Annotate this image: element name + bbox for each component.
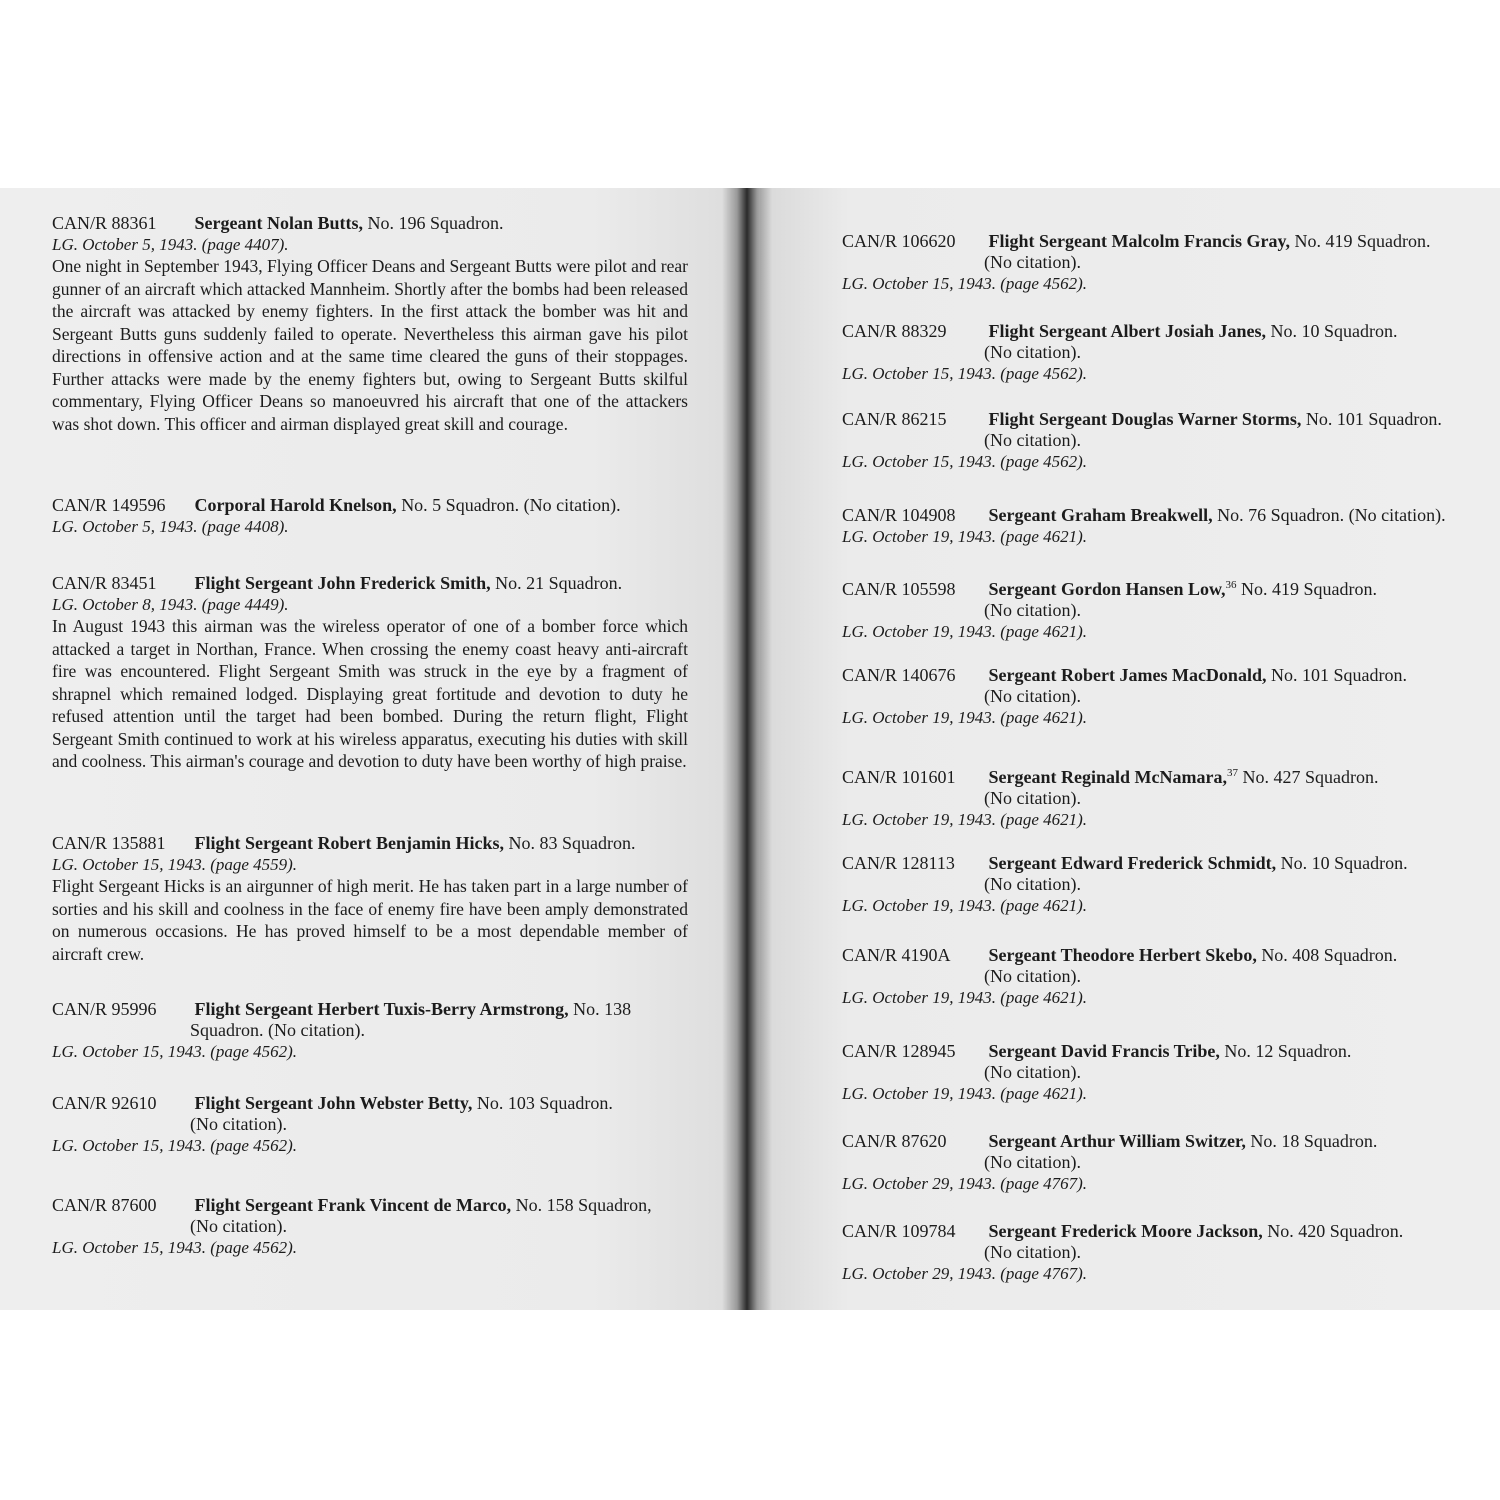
service-number: CAN/R 135881 — [52, 833, 166, 853]
award-entry — [842, 762, 1482, 830]
service-number: CAN/R 128945 — [842, 1041, 956, 1061]
squadron: No. 10 Squadron. — [1280, 853, 1408, 873]
entry-heading — [842, 504, 1482, 526]
award-entry — [52, 494, 688, 537]
squadron: No. 427 Squadron. — [1242, 767, 1379, 787]
entry-heading — [52, 494, 688, 516]
recipient-name: Sergeant Nolan Butts, — [194, 213, 364, 233]
service-number: CAN/R 128113 — [842, 853, 955, 873]
entry-heading — [842, 664, 1482, 686]
award-entry — [52, 212, 688, 435]
service-number: CAN/R 104908 — [842, 505, 956, 525]
recipient-name: Flight Sergeant Albert Josiah Janes, — [988, 321, 1266, 341]
squadron: No. 21 Squadron. — [495, 573, 623, 593]
entry-continuation: (No citation). — [984, 1062, 1081, 1082]
entry-heading — [842, 1220, 1482, 1242]
gazette-reference: LG. October 29, 1943. (page 4767). — [842, 1174, 1088, 1193]
squadron: No. 76 Squadron. (No citation). — [1217, 505, 1446, 525]
award-entry — [842, 664, 1482, 728]
gazette-reference: LG. October 15, 1943. (page 4562). — [842, 364, 1088, 383]
entry-heading — [842, 230, 1482, 252]
gazette-reference: LG. October 15, 1943. (page 4562). — [52, 1136, 298, 1155]
award-entry — [52, 998, 688, 1062]
squadron: No. 138 — [573, 999, 632, 1019]
award-entry — [52, 832, 688, 965]
award-entry — [842, 230, 1482, 294]
award-entry — [842, 1040, 1482, 1104]
award-entry — [52, 572, 688, 773]
service-number: CAN/R 4190A — [842, 945, 951, 965]
entry-continuation: (No citation). — [984, 600, 1081, 620]
entry-heading — [52, 1194, 688, 1216]
entry-heading — [52, 572, 688, 594]
squadron: No. 103 Squadron. — [476, 1093, 613, 1113]
award-entry — [842, 320, 1482, 384]
service-number: CAN/R 88329 — [842, 321, 947, 341]
service-number: CAN/R 106620 — [842, 231, 956, 251]
entry-heading — [842, 944, 1482, 966]
recipient-name: Sergeant Arthur William Switzer, — [988, 1131, 1246, 1151]
citation-text: One night in September 1943, Flying Officer Deans and Sergeant Butts were pilot and rear gunner of an aircraft which attacked Mannheim. Shortly after the bombs had been released the aircraft was attacked by enemy fighters. In the first attack the bomber was hit and Sergeant Butts guns suddenly failed to operate. Nevertheless this airman gave his pilot directions in offensive action and at the same time cleared the guns of their stoppages. Further attacks were made by the enemy fighters but, owing to Sergeant Butts skilful commentary, Flying Officer Deans so manoeuvred his aircraft that one of the attackers was shot down. This officer and airman displayed great skill and courage. — [52, 256, 688, 434]
recipient-name: Sergeant Gordon Hansen Low, — [988, 579, 1226, 599]
citation-text: Flight Sergeant Hicks is an airgunner of high merit. He has taken part in a large number of sorties and his skill and coolness in the face of enemy fire have been amply demonstrated on numerous occasions. He has proved himself to be a most dependable member of aircraft crew. — [52, 876, 688, 964]
squadron: No. 83 Squadron. — [508, 833, 636, 853]
service-number: CAN/R 140676 — [842, 665, 956, 685]
service-number: CAN/R 87600 — [52, 1195, 157, 1215]
gazette-reference: LG. October 19, 1943. (page 4621). — [842, 896, 1088, 915]
entry-continuation: (No citation). — [984, 1242, 1081, 1262]
entry-continuation: (No citation). — [984, 874, 1081, 894]
gazette-reference: LG. October 19, 1943. (page 4621). — [842, 527, 1088, 546]
recipient-name: Sergeant Theodore Herbert Skebo, — [988, 945, 1257, 965]
squadron: No. 158 Squadron, — [515, 1195, 652, 1215]
gazette-reference: LG. October 19, 1943. (page 4621). — [842, 622, 1088, 641]
squadron: No. 408 Squadron. — [1261, 945, 1398, 965]
squadron: No. 5 Squadron. (No citation). — [401, 495, 621, 515]
gazette-reference: LG. October 19, 1943. (page 4621). — [842, 1084, 1088, 1103]
entry-continuation: (No citation). — [984, 788, 1081, 808]
recipient-name: Sergeant David Francis Tribe, — [988, 1041, 1220, 1061]
recipient-name: Flight Sergeant Robert Benjamin Hicks, — [194, 833, 504, 853]
recipient-name: Sergeant Reginald McNamara, — [988, 767, 1227, 787]
entry-heading — [52, 1092, 688, 1114]
service-number: CAN/R 105598 — [842, 579, 956, 599]
gazette-reference: LG. October 19, 1943. (page 4621). — [842, 988, 1088, 1007]
squadron: No. 419 Squadron. — [1241, 579, 1378, 599]
service-number: CAN/R 149596 — [52, 495, 166, 515]
entry-heading — [842, 408, 1482, 430]
gazette-reference: LG. October 15, 1943. (page 4562). — [842, 452, 1088, 471]
entry-heading — [842, 574, 1482, 600]
recipient-name: Flight Sergeant Herbert Tuxis-Berry Armstrong, — [194, 999, 569, 1019]
entry-continuation: (No citation). — [984, 966, 1081, 986]
entry-heading — [842, 762, 1482, 788]
squadron: No. 101 Squadron. — [1305, 409, 1442, 429]
entry-heading — [842, 852, 1482, 874]
gazette-reference: LG. October 5, 1943. (page 4408). — [52, 517, 289, 536]
service-number: CAN/R 88361 — [52, 213, 157, 233]
squadron: No. 10 Squadron. — [1270, 321, 1398, 341]
entry-continuation: (No citation). — [984, 342, 1081, 362]
service-number: CAN/R 101601 — [842, 767, 956, 787]
recipient-name: Flight Sergeant John Frederick Smith, — [194, 573, 491, 593]
service-number: CAN/R 83451 — [52, 573, 157, 593]
book-gutter — [722, 188, 772, 1310]
service-number: CAN/R 92610 — [52, 1093, 157, 1113]
gazette-reference: LG. October 5, 1943. (page 4407). — [52, 235, 289, 254]
entry-heading — [842, 320, 1482, 342]
entry-continuation: (No citation). — [984, 430, 1081, 450]
recipient-name: Sergeant Frederick Moore Jackson, — [988, 1221, 1263, 1241]
gazette-reference: LG. October 15, 1943. (page 4562). — [842, 274, 1088, 293]
award-entry — [842, 944, 1482, 1008]
squadron: No. 18 Squadron. — [1250, 1131, 1378, 1151]
award-entry — [842, 1130, 1482, 1194]
entry-continuation: (No citation). — [984, 252, 1081, 272]
entry-continuation: (No citation). — [984, 1152, 1081, 1172]
squadron: No. 101 Squadron. — [1270, 665, 1407, 685]
award-entry — [842, 504, 1482, 547]
entry-heading — [52, 998, 688, 1020]
gazette-reference: LG. October 29, 1943. (page 4767). — [842, 1264, 1088, 1283]
citation-text: In August 1943 this airman was the wireless operator of one of a bomber force which attacked a target in Northan, France. When crossing the enemy coast heavy anti-aircraft fire was encountered. Flight Sergeant Smith was struck in the eye by a fragment of shrapnel which remained lodged. Displaying great fortitude and devotion to duty he refused attention until the target had been bombed. During the return flight, Flight Sergeant Smith continued to work at his wireless apparatus, executing his duties with skill and coolness. This airman's courage and devotion to duty have been worthy of high praise. — [52, 616, 688, 771]
recipient-name: Flight Sergeant John Webster Betty, — [194, 1093, 473, 1113]
footnote-marker: 36 — [1225, 579, 1237, 591]
service-number: CAN/R 87620 — [842, 1131, 947, 1151]
recipient-name: Flight Sergeant Douglas Warner Storms, — [988, 409, 1302, 429]
award-entry — [52, 1092, 688, 1156]
entry-continuation: (No citation). — [190, 1114, 287, 1134]
squadron: No. 420 Squadron. — [1267, 1221, 1404, 1241]
squadron: No. 12 Squadron. — [1224, 1041, 1352, 1061]
recipient-name: Flight Sergeant Malcolm Francis Gray, — [988, 231, 1290, 251]
entry-continuation: (No citation). — [984, 686, 1081, 706]
entry-continuation: (No citation). — [190, 1216, 287, 1236]
entry-heading — [52, 212, 688, 234]
gazette-reference: LG. October 15, 1943. (page 4562). — [52, 1042, 298, 1061]
award-entry — [842, 852, 1482, 916]
recipient-name: Sergeant Graham Breakwell, — [988, 505, 1213, 525]
recipient-name: Sergeant Edward Frederick Schmidt, — [988, 853, 1277, 873]
squadron: No. 419 Squadron. — [1294, 231, 1431, 251]
service-number: CAN/R 109784 — [842, 1221, 956, 1241]
gazette-reference: LG. October 15, 1943. (page 4562). — [52, 1238, 298, 1257]
award-entry — [52, 1194, 688, 1258]
award-entry — [842, 574, 1482, 642]
entry-heading — [52, 832, 688, 854]
entry-heading — [842, 1040, 1482, 1062]
gazette-reference: LG. October 19, 1943. (page 4621). — [842, 810, 1088, 829]
gazette-reference: LG. October 15, 1943. (page 4559). — [52, 855, 298, 874]
footnote-marker: 37 — [1226, 767, 1238, 779]
service-number: CAN/R 95996 — [52, 999, 157, 1019]
award-entry — [842, 1220, 1482, 1284]
service-number: CAN/R 86215 — [842, 409, 947, 429]
squadron: No. 196 Squadron. — [367, 213, 504, 233]
gazette-reference: LG. October 8, 1943. (page 4449). — [52, 595, 289, 614]
award-entry — [842, 408, 1482, 472]
recipient-name: Flight Sergeant Frank Vincent de Marco, — [194, 1195, 512, 1215]
gazette-reference: LG. October 19, 1943. (page 4621). — [842, 708, 1088, 727]
recipient-name: Corporal Harold Knelson, — [194, 495, 397, 515]
entry-heading — [842, 1130, 1482, 1152]
recipient-name: Sergeant Robert James MacDonald, — [988, 665, 1267, 685]
entry-continuation: Squadron. (No citation). — [190, 1020, 365, 1040]
